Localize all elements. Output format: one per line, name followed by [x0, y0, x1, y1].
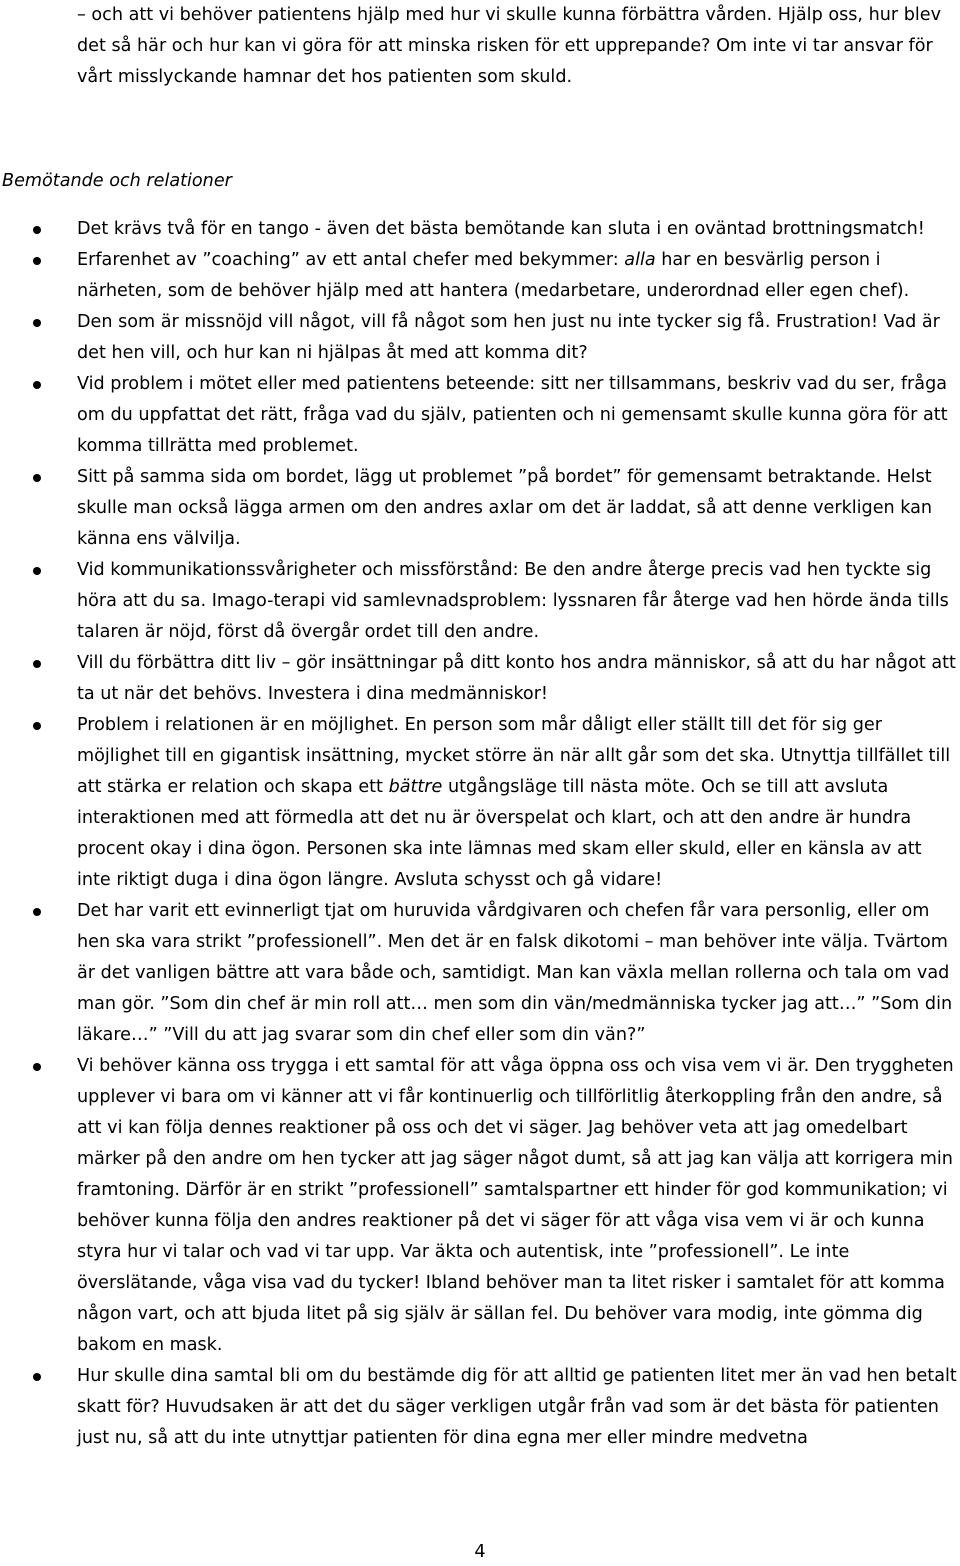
bullet-text: Det krävs två för en tango - även det bästa bemötande kan sluta i en oväntad brottningsmatch!	[77, 219, 925, 239]
bullet-text: Vid kommunikationssvårigheter och missförstånd: Be den andre återge precis vad hen tyckte sig höra att du sa. Imago-terapi vid samlevnadsproblem: lyssnaren får återge vad hen hörde ända tills talaren är nöjd, först då övergår ordet till den andre.	[77, 560, 949, 642]
bullet-icon	[33, 567, 41, 575]
bullet-text: Vill du förbättra ditt liv – gör insättningar på ditt konto hos andra människor, så att du har något att ta ut när det behövs. Investera i dina medmänniskor!	[77, 653, 956, 704]
list-item	[0, 710, 960, 896]
bullet-icon	[33, 474, 41, 482]
list-item	[0, 214, 960, 245]
bullet-text: Vid problem i mötet eller med patientens beteende: sitt ner tillsammans, beskriv vad du ser, fråga om du uppfattat det rätt, fråga vad du själv, patienten och ni gemensamt skulle kunna göra för att komma tillrätta med problemet.	[77, 374, 948, 456]
bullet-icon	[33, 660, 41, 668]
bullet-icon	[33, 319, 41, 327]
list-item	[0, 245, 960, 307]
list-item	[0, 307, 960, 369]
bullet-icon	[33, 1063, 41, 1071]
list-item	[0, 1361, 960, 1454]
intro-paragraph: – och att vi behöver patientens hjälp med hur vi skulle kunna förbättra vården. Hjälp oss, hur blev det så här och hur kan vi göra för att minska risken för ett upprepande? Om inte vi tar ansvar för vårt misslyckande hamnar det hos patienten som skuld.	[77, 5, 942, 87]
page-number: 4	[474, 1542, 486, 1562]
bullet-icon	[33, 908, 41, 916]
bullet-icon	[33, 381, 41, 389]
emphasis: bättre	[388, 777, 443, 797]
bullet-text: Erfarenhet av ”coaching” av ett antal chefer med bekymmer: alla har en besvärlig person i närheten, som de behöver hjälp med att hantera (medarbetare, underordnad eller egen chef).	[77, 250, 910, 301]
bullet-text: Den som är missnöjd vill något, vill få något som hen just nu inte tycker sig få. Frustration! Vad är det hen vill, och hur kan ni hjälpas åt med att komma dit?	[77, 312, 940, 363]
list-item	[0, 555, 960, 648]
section-heading: Bemötande och relationer	[2, 171, 232, 191]
bullet-icon	[33, 226, 41, 234]
list-item	[0, 369, 960, 462]
list-item	[0, 462, 960, 555]
bullet-text: Vi behöver känna oss trygga i ett samtal för att våga öppna oss och visa vem vi är. Den tryggheten upplever vi bara om vi känner att vi får kontinuerlig och tillförlitlig återkoppling från den andre, så att vi kan följa dennes reaktioner på oss och det vi säger. Jag behöver veta att jag omedelbart märker på den andre om hen tycker att jag säger något dumt, så att jag kan välja att korrigera min framtoning. Därför är en strikt ”professionell” samtalspartner ett hinder för god kommunikation; vi behöver kunna följa den andres reaktioner på det vi säger för att våga visa vem vi är och kunna styra hur vi talar och vad vi tar upp. Var äkta och autentisk, inte ”professionell”. Le inte överslätande, våga visa vad du tycker! Ibland behöver man ta litet risker i samtalet för att komma någon vart, och att bjuda litet på sig själv är sällan fel. Du behöver vara modig, inte gömma dig bakom en mask.	[77, 1056, 954, 1355]
list-item	[0, 648, 960, 710]
emphasis: alla	[624, 250, 656, 270]
list-item	[0, 896, 960, 1051]
bullet-text: Hur skulle dina samtal bli om du bestämde dig för att alltid ge patienten litet mer än vad hen betalt skatt för? Huvudsaken är att det du säger verkligen utgår från vad som är det bästa för patienten just nu, så att du inte utnyttjar patienten för dina egna mer eller mindre medvetna	[77, 1366, 957, 1448]
bullet-icon	[33, 1373, 41, 1381]
bullet-text: Sitt på samma sida om bordet, lägg ut problemet ”på bordet” för gemensamt betraktande. Helst skulle man också lägga armen om den andres axlar om det är laddat, så att denne verkligen kan känna ens välvilja.	[77, 467, 933, 549]
bullet-icon	[33, 722, 41, 730]
bullet-icon	[33, 257, 41, 265]
list-item	[0, 1051, 960, 1361]
bullet-text: Det har varit ett evinnerligt tjat om huruvida vårdgivaren och chefen får vara personlig, eller om hen ska vara strikt ”professionell”. Men det är en falsk dikotomi – man behöver inte välja. Tvärtom är det vanligen bättre att vara både och, samtidigt. Man kan växla mellan rollerna och tala om vad man gör. ”Som din chef är min roll att… men som din vän/medmänniska tycker jag att…” ”Som din läkare…” ”Vill du att jag svarar som din chef eller som din vän?”	[77, 901, 953, 1045]
bullet-text: Problem i relationen är en möjlighet. En person som mår dåligt eller ställt till det för sig ger möjlighet till en gigantisk insättning, mycket större än när allt går som det ska. Utnyttja tillfället till att stärka er relation och skapa ett bättre utgångsläge till nästa möte. Och se till att avsluta interaktionen med att förmedla att det nu är överspelat och klart, och att den andre är hundra procent okay i dina ögon. Personen ska inte lämnas med skam eller skuld, eller en känsla av att inte riktigt duga i dina ögon längre. Avsluta schysst och gå vidare!	[77, 715, 951, 890]
bullet-list	[0, 214, 960, 1454]
